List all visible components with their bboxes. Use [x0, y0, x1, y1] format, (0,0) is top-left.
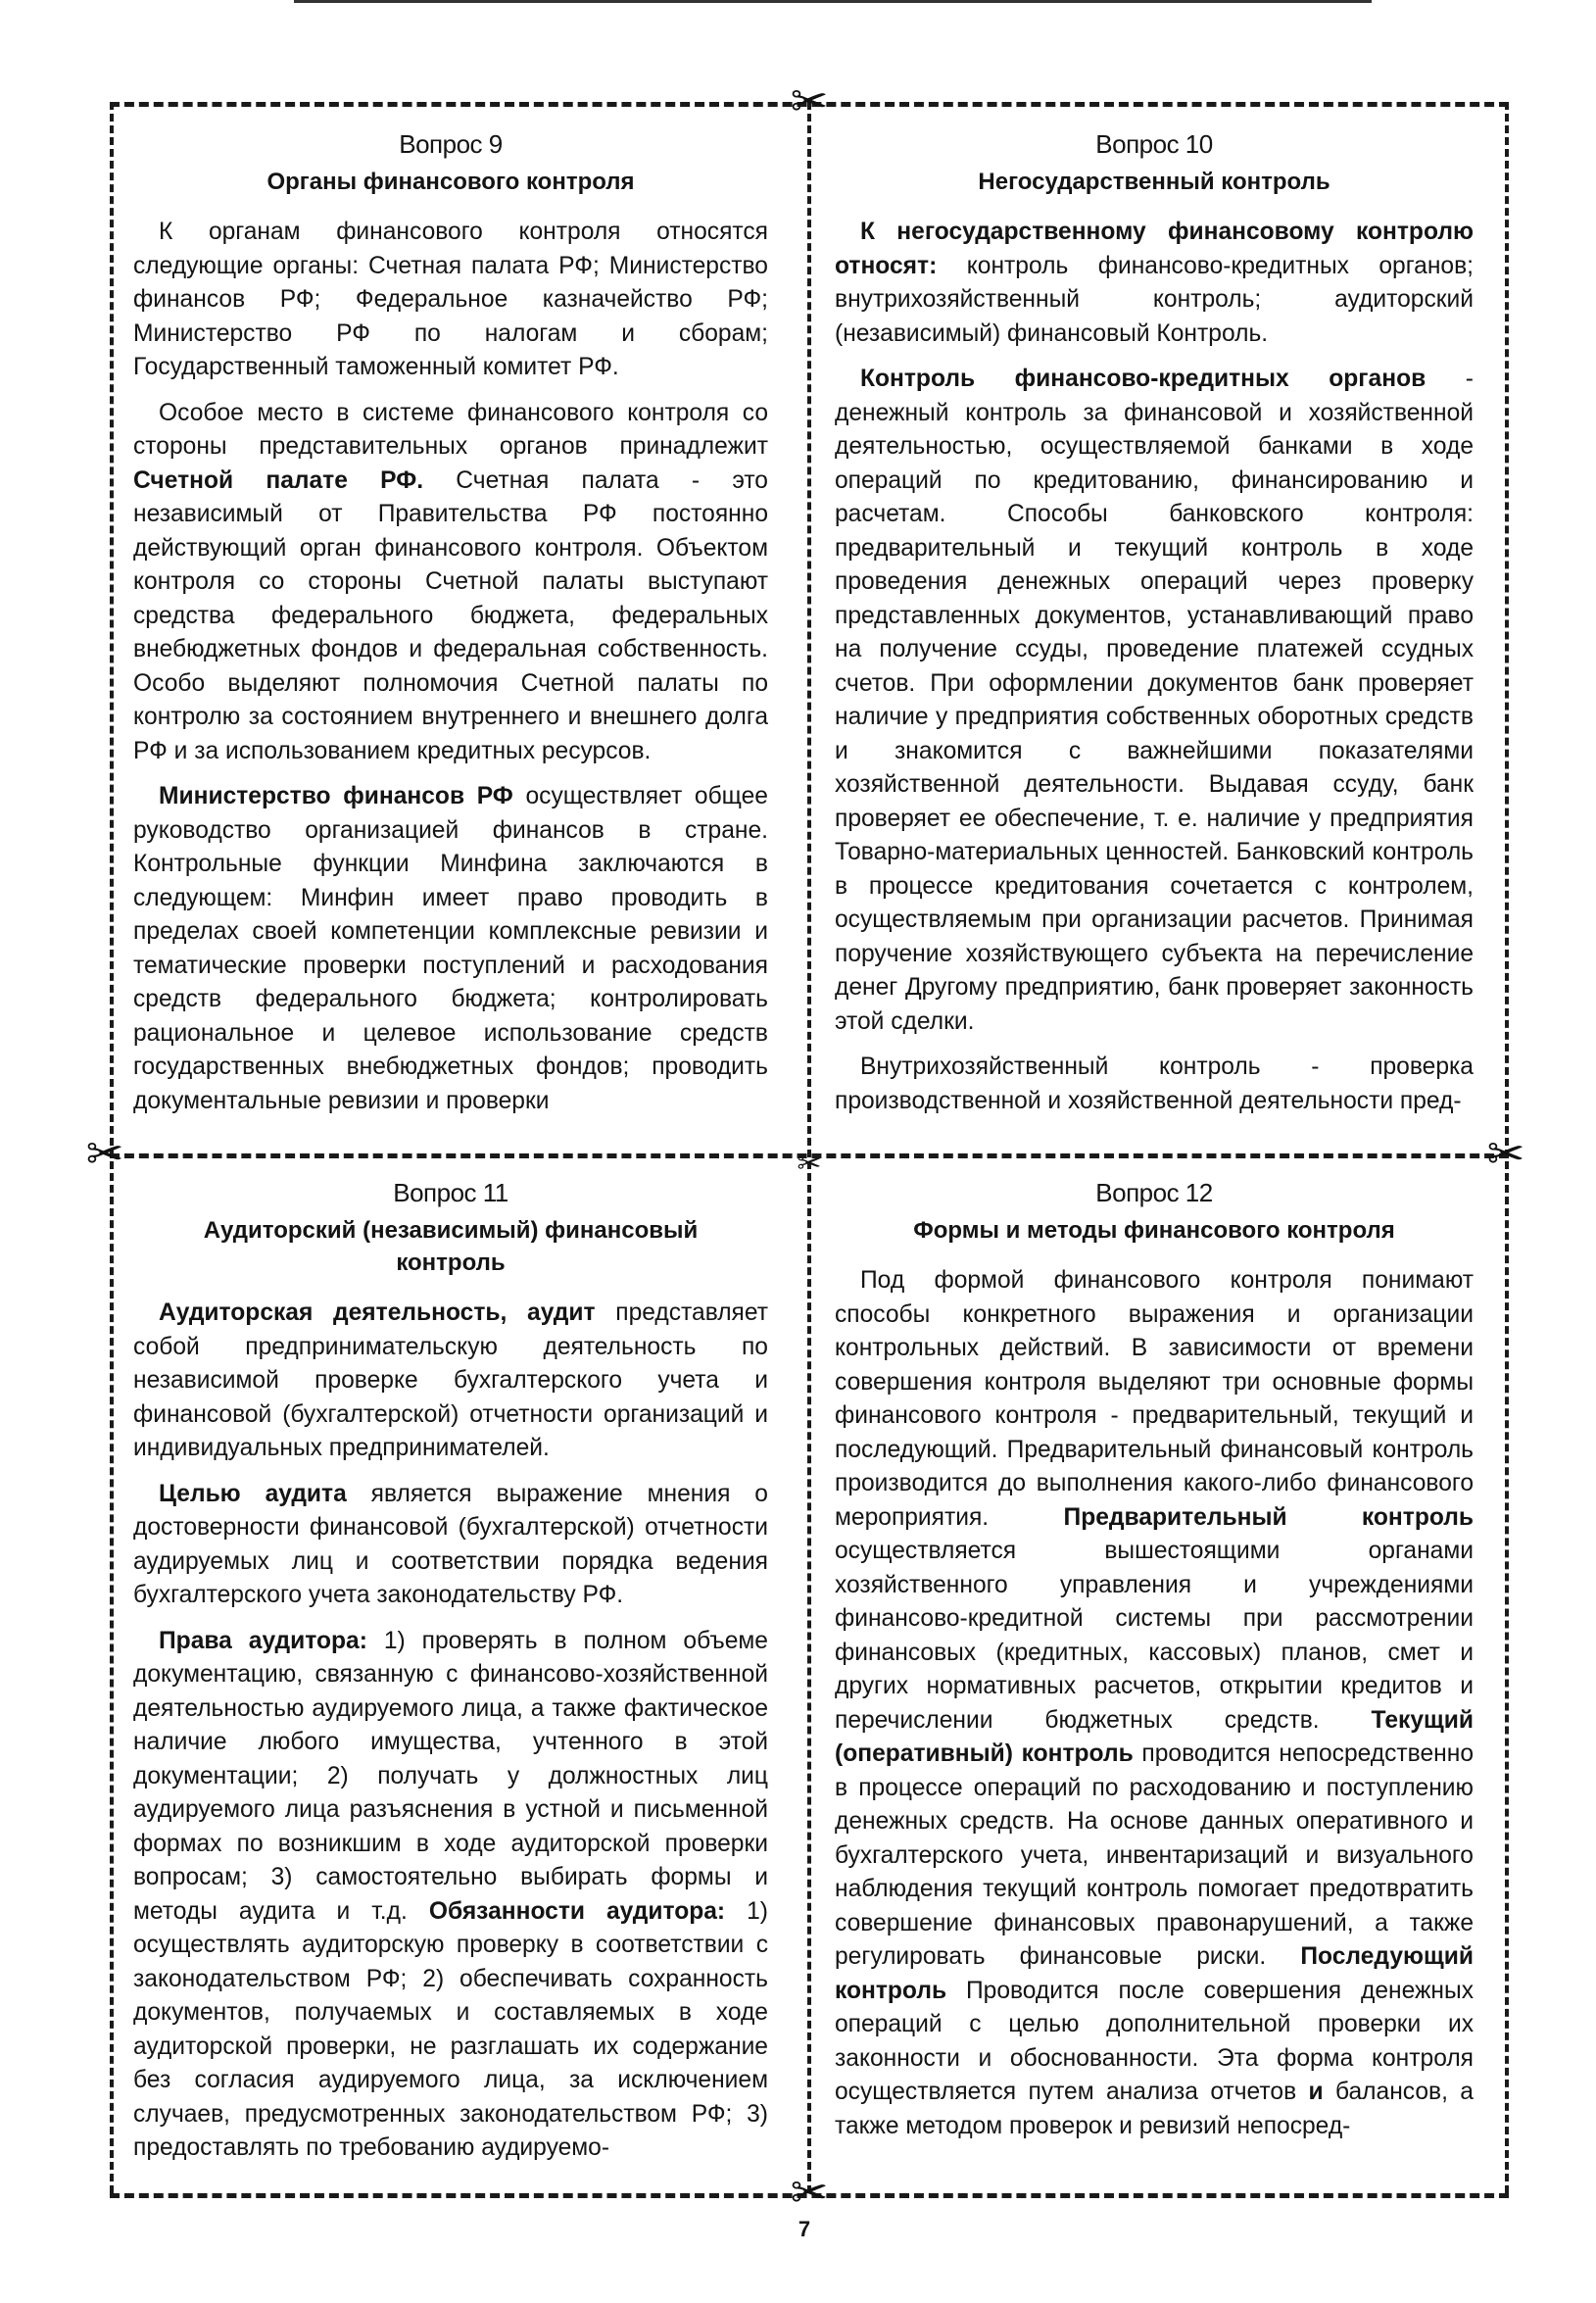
- question-9-paragraph-1: К органам финансового контроля относятся следующие органы: Счетная палата РФ; Министерство финансов РФ; Федеральное казначейство РФ; Министерство РФ по налогам и сборам; Государственный таможенный комитет РФ.: [133, 219, 768, 380]
- question-9-paragraph-2: Особое место в системе финансового контроля со стороны представительных органов принадлежит Счетной палате РФ. Счетная палата - это независимый от Правительства РФ постоянно действующий орган финансового контроля. Объектом контроля со стороны Счетной палаты выступают средства федерального бюджета, федеральных внебюджетных фондов и федеральная собственность. Особо выделяют полномочия Счетной палаты по контролю за состоянием внутреннего и внешнего долга РФ и за использованием кредитных ресурсов.: [133, 399, 768, 764]
- scissors-right-icon: ✂: [1486, 1128, 1525, 1179]
- question-12-panel: [835, 1178, 1474, 2187]
- scissors-top-icon: ✂: [790, 75, 829, 126]
- question-12-paragraph-1: Под формой финансового контроля понимают способы конкретного выражения и организации контрольных действий. В зависимости от времени совершения контроля выделяют три основные формы финансового контроля - предварительный, текущий и последующий. Предварительный финансовый контроль производится до выполнения какого-либо финансового мероприятия. Предварительный контроль осуществляется вышестоящими органами хозяйственного управления и учреждениями финансово-кредитной системы при рассмотрении финансовых (кредитных, кассовых) планов, смет и других нормативных расчетов, открытии кредитов и перечислении бюджетных средств. Текущий (оперативный) контроль проводится непосредственно в процессе операций по расходованию и поступлению денежных средств. На основе данных оперативного и бухгалтерского учета, инвентаризаций и визуального наблюдения текущий контроль помогает предотвратить совершение финансовых правонарушений, а также регулировать финансовые риски. Последующий контроль Проводится после совершения денежных операций с целью дополнительной проверки их законности и обоснованности. Эта форма контроля осуществляется путем анализа отчетов и балансов, а также методом проверок и ревизий непосред-: [835, 1267, 1474, 2139]
- question-12-title: Формы и методы финансового контроля: [913, 1217, 1395, 1244]
- scissors-left-icon: ✂: [85, 1128, 124, 1179]
- question-11-paragraph-1: Аудиторская деятельность, аудит представляет собой предпринимательскую деятельность по независимой проверке бухгалтерского учета и финансовой (бухгалтерской) отчетности организаций и индивидуальных предпринимателей.: [133, 1299, 768, 1461]
- question-10-paragraph-3: Внутрихозяйственный контроль - проверка производственной и хозяйственной деятельности пред-: [835, 1054, 1474, 1114]
- question-10-title: Негосударственный контроль: [978, 169, 1330, 195]
- top-edge-marks: [294, 0, 1372, 3]
- question-10-paragraph-2: Контроль финансово-кредитных органов - денежный контроль за финансовой и хозяйственной деятельностью, осуществляемой банками в ходе операций по кредитованию, финансированию и расчетам. Способы банковского контроля: предварительный и текущий контроль в ходе проведения денежных операций через проверку представленных документов, устанавливающий право на получение ссуды, проведение платежей ссудных счетов. При оформлении документов банк проверяет наличие у предприятия собственных оборотных средств и знакомится с важнейшими показателями хозяйственной деятельности. Выдавая ссуду, банк проверяет ее обеспечение, т. е. наличие у предприятия Товарно-материальных ценностей. Банковский контроль в процессе кредитования сочетается с контролем, осуществляемым при организации расчетов. Принимая поручение хозяйствующего субъекта на перечисление денег Другому предприятию, банк проверяет законность этой сделки.: [835, 366, 1474, 1035]
- question-11-panel: [133, 1178, 768, 2187]
- question-9-paragraph-3: Министерство финансов РФ осуществляет общее руководство организацией финансов в стране. Контрольные функции Минфина заключаются в следующем: Минфин имеет право проводить в пределах своей компетенции комплексные ревизии и тематические проверки поступлений и расходования средств федерального бюджета; контролировать рациональное и целевое использование средств государственных внебюджетных фондов; проводить документальные ревизии и проверки: [133, 783, 768, 1114]
- question-10-paragraph-1: К негосударственному финансовому контролю относят: контроль финансово-кредитных органов; внутрихозяйственный контроль; аудиторский (независимый) финансовый Контроль.: [835, 219, 1474, 347]
- question-10-panel: [835, 129, 1474, 1139]
- question-12-number: Вопрос 12: [1095, 1178, 1213, 1207]
- scissors-center-icon: ✂: [797, 1148, 822, 1180]
- page-number: 7: [798, 2217, 811, 2241]
- question-11-paragraph-3: Права аудитора: 1) проверять в полном объеме документацию, связанную с финансово-хозяйственной деятельностью аудируемого лица, а также фактическое наличие любого имущества, учтенного в этой документации; 2) получать у должностных лиц аудируемого лица разъяснения в устной и письменной формах по возникшим в ходе аудиторской проверки вопросам; 3) самостоятельно выбирать формы и методы аудита и т.д. Обязанности аудитора: 1) осуществлять аудиторскую проверку в соответствии с законодательством РФ; 2) обеспечивать сохранность документов, получаемых и составляемых в ходе аудиторской проверки, не разглашать их содержание без согласия аудируемого лица, за исключением случаев, предусмотренных законодательством РФ; 3) предоставлять по требованию аудируемо-: [133, 1627, 768, 2161]
- question-11-title: Аудиторский (независимый) финансовый контроль: [203, 1217, 699, 1276]
- question-9-panel: [133, 129, 768, 1139]
- question-10-number: Вопрос 10: [1095, 129, 1213, 159]
- question-11-number: Вопрос 11: [393, 1178, 508, 1207]
- question-11-paragraph-2: Целью аудита является выражение мнения о достоверности финансовой (бухгалтерской) отчетности аудируемых лиц и соответствии порядка ведения бухгалтерского учета законодательству РФ.: [133, 1480, 768, 1608]
- question-9-number: Вопрос 9: [399, 129, 503, 159]
- question-9-title: Органы финансового контроля: [266, 169, 635, 195]
- scissors-bottom-icon: ✂: [790, 2167, 829, 2218]
